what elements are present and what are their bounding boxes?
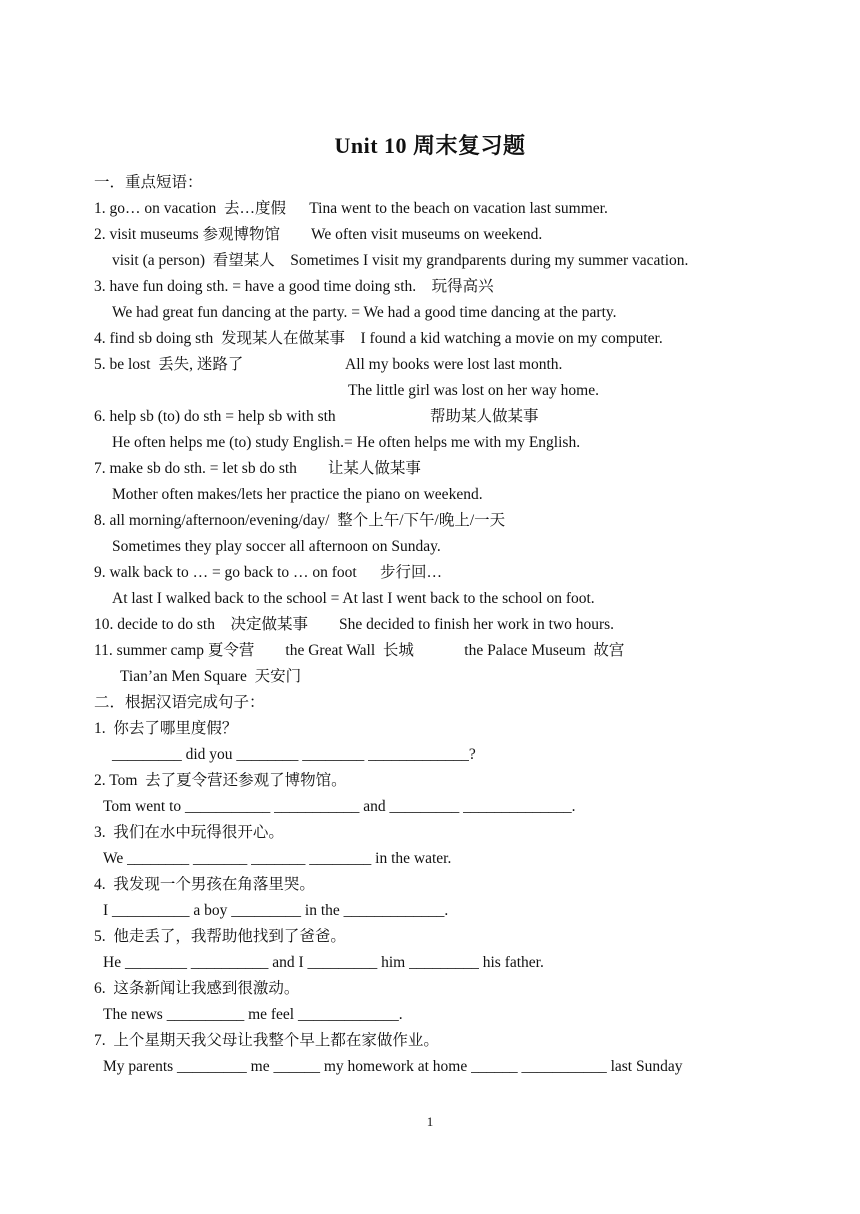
page-number: 1: [426, 1114, 434, 1129]
phrase-example: All my books were lost last month.: [345, 356, 563, 373]
phrase-example: At last I walked back to the school = At last I went back to the school on foot.: [112, 590, 595, 607]
phrase-line: 3. have fun doing sth. = have a good time doing sth. 玩得高兴: [94, 278, 494, 295]
exercise-prompt: 4. 我发现一个男孩在角落里哭。: [94, 876, 315, 893]
phrase-line: 11. summer camp 夏令营 the Great Wall 长城 the Palace Museum 故宫: [94, 642, 625, 659]
phrase-example: Sometimes they play soccer all afternoon on Sunday.: [112, 538, 441, 555]
exercise-blank-line: We ________ _______ _______ ________ in the water.: [103, 850, 452, 867]
section-heading-phrases: 一．重点短语：: [94, 174, 203, 191]
section-heading-sentences: 二．根据汉语完成句子：: [94, 694, 265, 711]
phrase-example: We had great fun dancing at the party. = We had a good time dancing at the party.: [112, 304, 617, 321]
phrase-line: 9. walk back to … = go back to … on foot 步行回…: [94, 564, 442, 581]
exercise-blank-line: The news __________ me feel _____________.: [103, 1006, 403, 1023]
exercise-prompt: 7. 上个星期天我父母让我整个早上都在家做作业。: [94, 1032, 439, 1049]
phrase-example: He often helps me (to) study English.= He often helps me with my English.: [112, 434, 581, 451]
exercise-blank-line: _________ did you ________ ________ _____________?: [112, 746, 476, 763]
phrase-example: Mother often makes/lets her practice the piano on weekend.: [112, 486, 483, 503]
phrase-line: 5. be lost 丢失, 迷路了: [94, 356, 244, 373]
exercise-blank-line: He ________ __________ and I _________ him _________ his father.: [103, 954, 544, 971]
phrase-example: The little girl was lost on her way home.: [348, 382, 599, 399]
phrase-line: 10. decide to do sth 决定做某事 She decided to finish her work in two hours.: [94, 616, 615, 633]
exercise-blank-line: Tom went to ___________ ___________ and _________ ______________.: [103, 798, 576, 815]
phrase-line: 4. find sb doing sth 发现某人在做某事 I found a kid watching a movie on my computer.: [94, 330, 663, 347]
exercise-blank-line: I __________ a boy _________ in the _____________.: [103, 902, 449, 919]
exercise-blank-line: My parents _________ me ______ my homework at home ______ ___________ last Sunday: [103, 1058, 683, 1075]
exercise-prompt: 2. Tom 去了夏令营还参观了博物馆。: [94, 772, 347, 789]
phrase-meaning: 帮助某人做某事: [430, 408, 539, 425]
exercise-prompt: 5. 他走丢了，我帮助他找到了爸爸。: [94, 928, 346, 945]
phrase-line: 2. visit museums 参观博物馆 We often visit museums on weekend.: [94, 226, 543, 243]
exercise-prompt: 1. 你去了哪里度假？: [94, 720, 238, 737]
phrase-line: 1. go… on vacation 去…度假 Tina went to the beach on vacation last summer.: [94, 200, 608, 217]
page-title: Unit 10 周末复习题: [334, 133, 526, 158]
phrase-line: Tian’an Men Square 天安门: [120, 668, 302, 685]
phrase-line: visit (a person) 看望某人 Sometimes I visit my grandparents during my summer vacation.: [112, 252, 689, 269]
phrase-line: 7. make sb do sth. = let sb do sth 让某人做某事: [94, 460, 421, 477]
phrase-line: 6. help sb (to) do sth = help sb with sth: [94, 408, 336, 425]
exercise-prompt: 3. 我们在水中玩得很开心。: [94, 824, 284, 841]
phrase-line: 8. all morning/afternoon/evening/day/ 整个上午/下午/晚上/一天: [94, 512, 506, 529]
exercise-prompt: 6. 这条新闻让我感到很激动。: [94, 980, 300, 997]
